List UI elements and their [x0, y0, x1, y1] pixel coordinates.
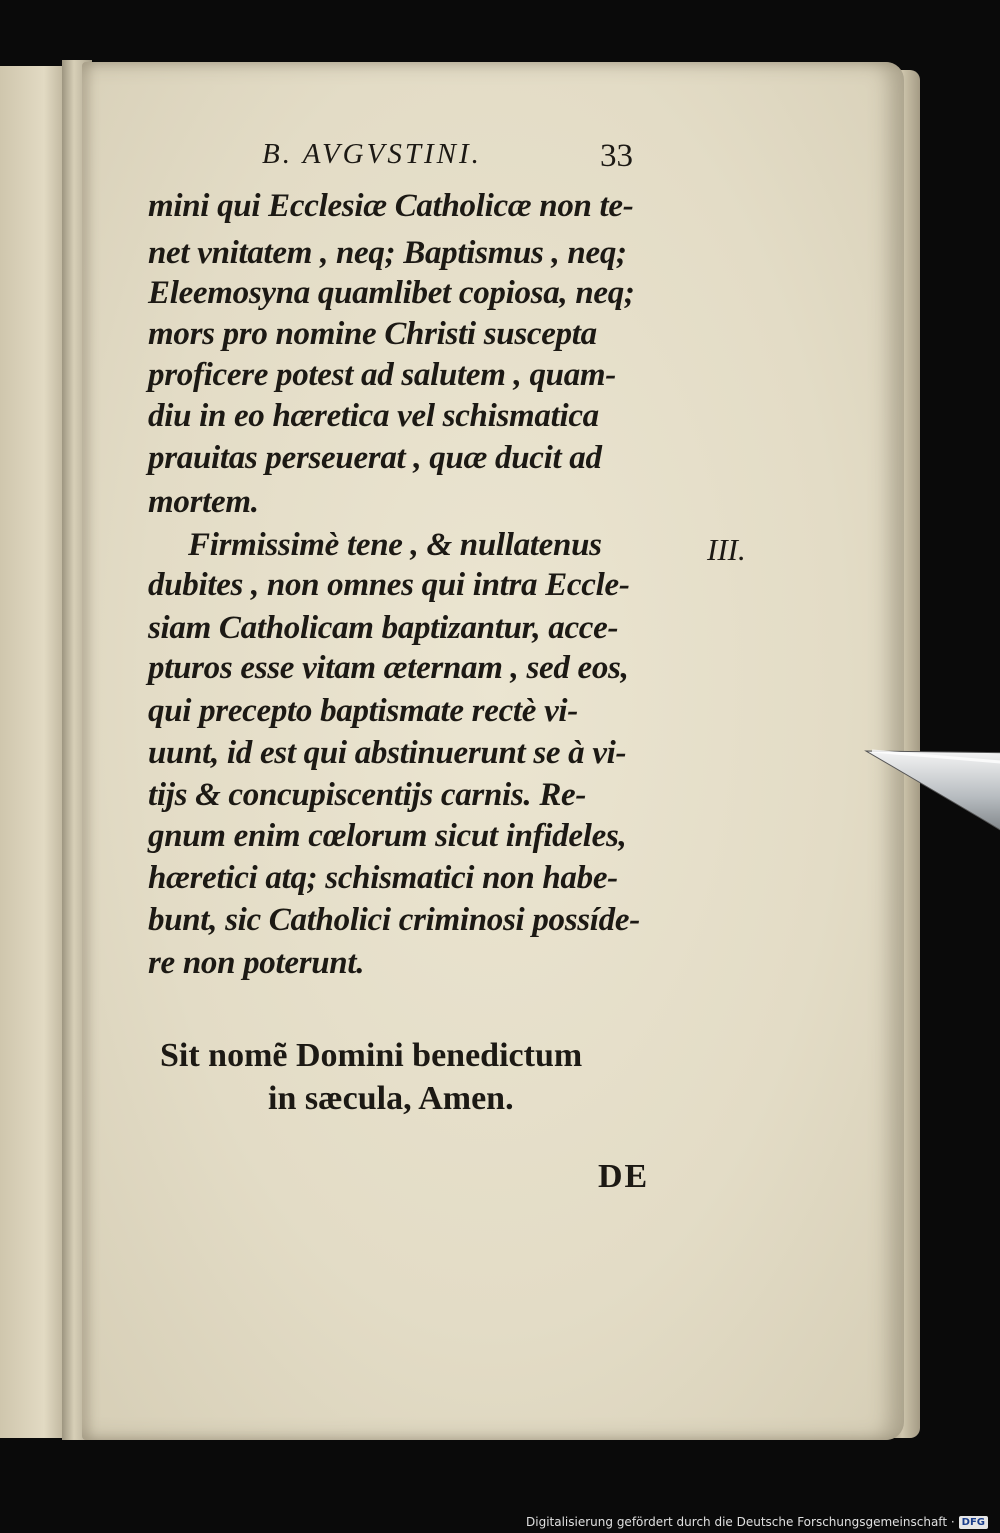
body-line: tijs & concupiscentijs carnis. Re-	[148, 777, 587, 813]
body-line: re non poterunt.	[148, 945, 365, 981]
body-line: qui precepto baptismate rectè vi-	[148, 693, 578, 729]
body-line: diu in eo hæretica vel schismatica	[148, 398, 599, 434]
pointer-tool	[862, 733, 1000, 853]
margin-number: III.	[707, 532, 746, 567]
footer-text: Digitalisierung gefördert durch die Deutsche Forschungsgemeinschaft ·	[526, 1515, 955, 1529]
body-line: pturos esse vitam æternam , sed eos,	[148, 650, 629, 686]
body-line: gnum enim cœlorum sicut infideles,	[148, 818, 627, 854]
body-line: siam Catholicam baptizantur, acce-	[148, 610, 619, 646]
body-line: Firmissimè tene , & nullatenus	[188, 527, 602, 563]
body-line: dubites , non omnes qui intra Eccle-	[148, 567, 630, 603]
body-line: uunt, id est qui abstinuerunt se à vi-	[148, 735, 627, 771]
closing-line: in sæcula, Amen.	[268, 1080, 514, 1117]
body-line: prauitas perseuerat , quæ ducit ad	[148, 440, 602, 476]
body-line: net vnitatem , neq; Baptismus , neq;	[148, 235, 627, 271]
body-line: mini qui Ecclesiæ Catholicæ non te-	[148, 188, 634, 224]
catchword: DE	[598, 1158, 650, 1195]
body-line: bunt, sic Catholici criminosi possíde-	[148, 902, 640, 938]
body-line: Eleemosyna quamlibet copiosa, neq;	[148, 275, 635, 311]
body-line: proficere potest ad salutem , quam-	[148, 357, 616, 393]
body-line: hæretici atq; schismatici non habe-	[148, 860, 618, 896]
footer-credit	[526, 1515, 988, 1529]
dfg-logo-icon: DFG	[959, 1516, 988, 1529]
running-head: B. AVGVSTINI.	[262, 138, 482, 170]
folio-number: 33	[600, 138, 633, 174]
body-line: mortem.	[148, 484, 259, 520]
closing-line: Sit nomẽ Domini benedictum	[160, 1037, 583, 1074]
body-line: mors pro nomine Christi suscepta	[148, 316, 597, 352]
